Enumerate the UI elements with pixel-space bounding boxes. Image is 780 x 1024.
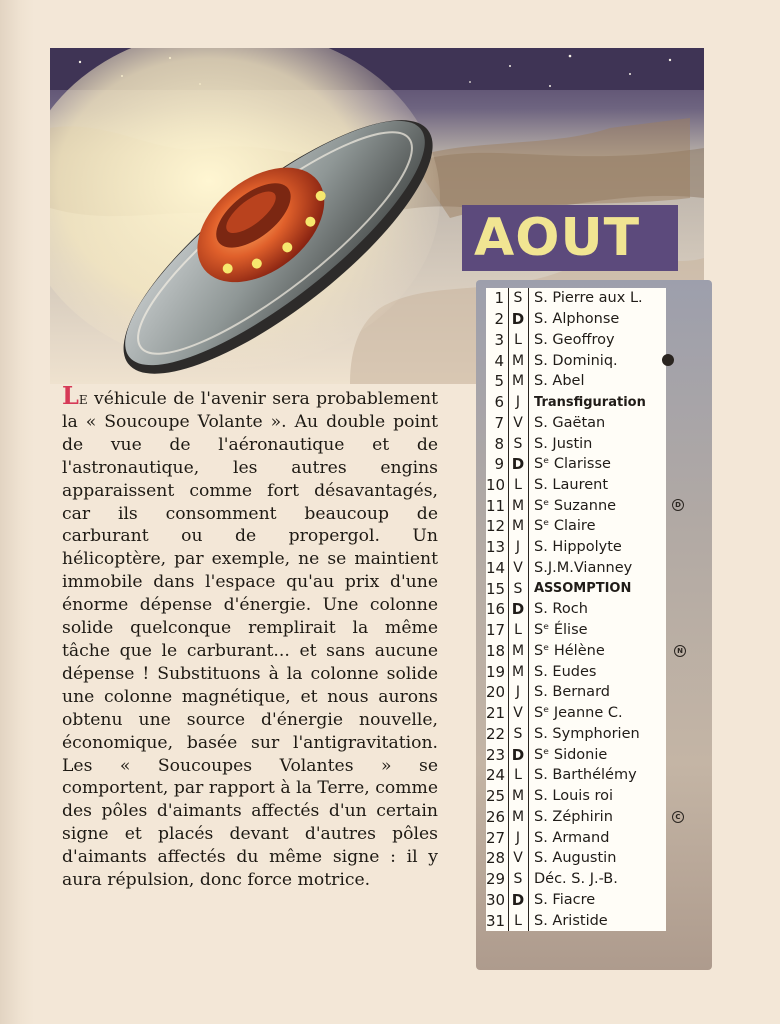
saint-name: S. Geoffroy <box>534 331 615 348</box>
weekday-letter: D <box>511 745 525 764</box>
day-number: 2 <box>494 310 504 329</box>
opening-letter: e <box>78 389 88 409</box>
weekday-letter: L <box>514 622 522 639</box>
saint-name: S. Armand <box>534 829 610 846</box>
calendar-row <box>486 599 666 620</box>
saint-name: S. Pierre aux L. <box>534 290 643 307</box>
day-number: 23 <box>486 745 506 764</box>
calendar-row <box>486 516 666 537</box>
saint-name: Sᵉ Jeanne C. <box>534 705 623 722</box>
weekday-letter: M <box>511 518 525 535</box>
saint-name: S. Bernard <box>534 684 610 701</box>
day-number: 17 <box>486 621 506 640</box>
weekday-letter: M <box>511 352 525 369</box>
calendar-row <box>486 682 666 703</box>
saint-name: Sᵉ Claire <box>534 518 596 535</box>
day-number: 20 <box>486 683 506 702</box>
weekday-letter: M <box>511 808 525 825</box>
calendar-row <box>486 350 666 371</box>
saint-name: Déc. S. J.-B. <box>534 871 618 888</box>
day-number: 6 <box>494 393 504 412</box>
calendar-row <box>486 495 681 516</box>
day-number: 3 <box>494 330 504 349</box>
calendar-row <box>486 848 666 869</box>
drop-cap: L <box>62 381 79 410</box>
day-number: 22 <box>486 724 506 743</box>
saint-name: S. Hippolyte <box>534 539 622 556</box>
calendar-row <box>486 765 666 786</box>
calendar-row <box>486 412 666 433</box>
calendar-table <box>486 288 683 931</box>
saint-name: S. Abel <box>534 373 585 390</box>
saint-name: S. Fiacre <box>534 891 596 908</box>
weekday-letter: V <box>513 559 523 576</box>
saint-name: S. Augustin <box>534 850 617 867</box>
calendar-row <box>486 620 666 641</box>
weekday-letter: V <box>513 414 523 431</box>
calendar-row <box>486 288 666 309</box>
calendar-row <box>486 371 666 392</box>
weekday-letter: S <box>513 435 523 452</box>
calendar-row <box>486 392 666 413</box>
weekday-letter: S <box>513 290 523 307</box>
calendar-row <box>486 703 666 724</box>
day-number: 4 <box>494 351 504 370</box>
saint-name: S. Louis roi <box>534 788 614 805</box>
weekday-letter: S <box>513 725 523 742</box>
weekday-letter: D <box>511 890 525 909</box>
day-number: 7 <box>494 413 504 432</box>
moon-phase-icon: N <box>674 645 686 657</box>
calendar-row <box>486 558 666 579</box>
weekday-letter: M <box>511 373 525 390</box>
weekday-letter: L <box>514 331 522 348</box>
calendar-row <box>486 329 666 350</box>
day-number: 18 <box>486 641 506 660</box>
saint-name: Sᵉ Élise <box>534 622 588 639</box>
day-number: 1 <box>494 289 504 308</box>
weekday-letter: M <box>511 642 525 659</box>
saint-name: Sᵉ Clarisse <box>534 456 611 473</box>
calendar-row <box>486 309 666 330</box>
weekday-letter: M <box>511 663 525 680</box>
day-number: 21 <box>486 704 506 723</box>
calendar-row <box>486 724 666 745</box>
weekday-letter: V <box>513 705 523 722</box>
calendar-row <box>486 807 681 828</box>
calendar-row <box>486 454 666 475</box>
calendar-row <box>486 641 683 662</box>
weekday-letter: L <box>514 912 522 929</box>
calendar-row <box>486 889 666 910</box>
day-number: 31 <box>486 911 506 930</box>
saint-name: Sᵉ Sidonie <box>534 746 608 763</box>
day-number: 27 <box>486 828 506 847</box>
weekday-letter: J <box>515 829 521 846</box>
saint-name: S. Zéphirin <box>534 808 613 825</box>
day-number: 25 <box>486 787 506 806</box>
day-number: 13 <box>486 538 506 557</box>
saint-name: S. Dominiq. <box>534 352 618 369</box>
saint-name: Sᵉ Suzanne <box>534 497 617 514</box>
month-title: AOUT <box>474 208 641 268</box>
day-number: 5 <box>494 372 504 391</box>
moon-phase-icon: C <box>672 811 684 823</box>
article-body: véhicule de l'avenir sera probablement la « Soucoupe Volante ». Au double point de vue de l'aéronautique et de l'astronautique, les autres engins apparaissent comme fort désavantagés, car ils consomment beaucoup de carburant ou de propergol. Un hélicoptère, par exemple, ne se maintient immobile dans l'espace qu'au prix d'une énorme dépense d'énergie. Une colonne solide quelconque remplirait la même tâche que le carburant... et sans aucune dépense ! Substituons à la colonne solide une colonne magnétique, et nous aurons obtenu une source d'énergie nouvelle, économique, basée sur l'antigravitation. Les « Soucoupes Volantes » se comportent, par rapport à la Terre, comme des pôles d'aimants affectés d'un certain signe et placés devant d'autres pôles d'aimants affectés du même signe : il y aura répulsion, donc force motrice. <box>62 389 438 891</box>
saint-name: S. Aristide <box>534 912 608 929</box>
saint-name: S. Gaëtan <box>534 414 606 431</box>
weekday-letter: J <box>515 684 521 701</box>
day-number: 16 <box>486 600 506 619</box>
calendar-row <box>486 744 666 765</box>
saint-name: Sᵉ Hélène <box>534 642 605 659</box>
day-number: 12 <box>486 517 506 536</box>
calendar-row <box>486 578 666 599</box>
day-number: 15 <box>486 579 506 598</box>
saint-name: S. Symphorien <box>534 725 640 742</box>
weekday-letter: D <box>511 600 525 619</box>
day-number: 11 <box>486 496 506 515</box>
weekday-letter: L <box>514 477 522 494</box>
article-text <box>62 381 438 892</box>
calendar-row <box>486 433 666 454</box>
calendar-row <box>486 786 666 807</box>
day-number: 24 <box>486 766 506 785</box>
saint-name: S.J.M.Vianney <box>534 559 633 576</box>
day-number: 9 <box>494 455 504 474</box>
weekday-letter: M <box>511 497 525 514</box>
day-number: 19 <box>486 662 506 681</box>
calendar-row <box>486 661 666 682</box>
weekday-letter: J <box>515 394 521 411</box>
calendar-row <box>486 910 666 931</box>
day-number: 8 <box>494 434 504 453</box>
saint-name: S. Justin <box>534 435 593 452</box>
day-number: 29 <box>486 870 506 889</box>
day-number: 28 <box>486 849 506 868</box>
weekday-letter: D <box>511 455 525 474</box>
feast-name: Transfiguration <box>534 394 646 410</box>
weekday-letter: V <box>513 850 523 867</box>
day-number: 26 <box>486 807 506 826</box>
day-number: 30 <box>486 890 506 909</box>
day-number: 14 <box>486 558 506 577</box>
feast-name: ASSOMPTION <box>534 581 632 597</box>
moon-phase-icon: D <box>672 499 684 511</box>
saint-name: S. Barthélémy <box>534 767 637 784</box>
calendar-row <box>486 869 666 890</box>
weekday-letter: J <box>515 539 521 556</box>
weekday-letter: S <box>513 871 523 888</box>
saint-name: S. Roch <box>534 601 588 618</box>
calendar-row <box>486 827 666 848</box>
calendar-row <box>486 537 666 558</box>
weekday-letter: S <box>513 580 523 597</box>
weekday-letter: D <box>511 310 525 329</box>
weekday-letter: L <box>514 767 522 784</box>
day-number: 10 <box>486 476 506 495</box>
page-gutter <box>0 0 34 1024</box>
saint-name: S. Laurent <box>534 477 609 494</box>
saint-name: S. Alphonse <box>534 311 620 328</box>
calendar-row <box>486 475 666 496</box>
saint-name: S. Eudes <box>534 663 597 680</box>
weekday-letter: M <box>511 788 525 805</box>
